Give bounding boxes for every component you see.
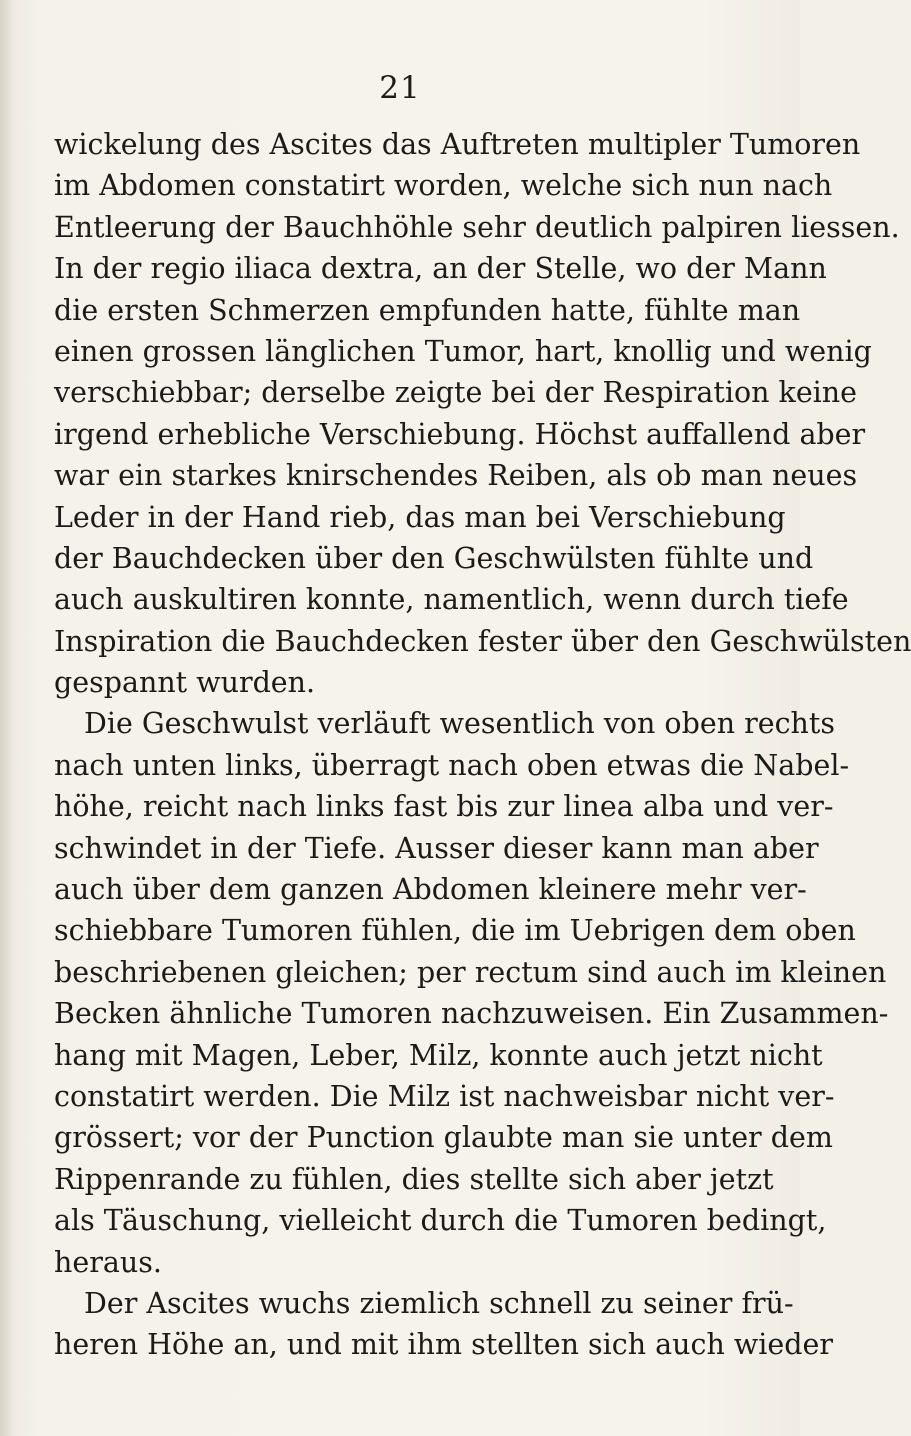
text-line: Entleerung der Bauchhöhle sehr deutlich palpiren liessen. <box>54 210 900 244</box>
text-line: auch über dem ganzen Abdomen kleinere mehr ver- <box>54 873 807 907</box>
text-line: als Täuschung, vielleicht durch die Tumoren bedingt, <box>54 1204 827 1238</box>
text-line: wickelung des Ascites das Auftreten multipler Tumoren <box>54 128 861 161</box>
text-line: im Abdomen constatirt worden, welche sich nun nach <box>54 169 833 203</box>
text-line: Rippenrande zu fühlen, dies stellte sich aber jetzt <box>54 1162 774 1196</box>
body-text <box>54 124 911 1366</box>
text-line: beschriebenen gleichen; per rectum sind auch im kleinen <box>54 955 887 989</box>
text-line: einen grossen länglichen Tumor, hart, knollig und wenig <box>54 334 872 368</box>
text-line: irgend erhebliche Verschiebung. Höchst auffallend aber <box>54 417 866 451</box>
text-line: Leder in der Hand rieb, das man bei Verschiebung <box>54 500 786 534</box>
text-line: heraus. <box>54 1245 162 1279</box>
text-line: höhe, reicht nach links fast bis zur linea alba und ver- <box>54 790 834 824</box>
text-line: Der Ascites wuchs ziemlich schnell zu seiner frü- <box>84 1286 794 1320</box>
text-line: nach unten links, überragt nach oben etwas die Nabel- <box>54 748 850 782</box>
page-number: 21 <box>379 70 421 106</box>
text-line: die ersten Schmerzen empfunden hatte, fühlte man <box>54 293 801 327</box>
text-line: gespannt wurden. <box>54 666 316 700</box>
text-line: constatirt werden. Die Milz ist nachweisbar nicht ver- <box>54 1079 835 1113</box>
text-line: Inspiration die Bauchdecken fester über den Geschwülsten <box>54 624 911 658</box>
text-line: Becken ähnliche Tumoren nachzuweisen. Ein Zusammen- <box>54 997 889 1031</box>
text-line: schwindet in der Tiefe. Ausser dieser kann man aber <box>54 831 819 865</box>
text-line: heren Höhe an, und mit ihm stellten sich auch wieder <box>54 1328 833 1362</box>
text-line: war ein starkes knirschendes Reiben, als ob man neues <box>54 459 858 493</box>
page-edge-shadow <box>0 0 14 1436</box>
text-line: der Bauchdecken über den Geschwülsten fühlte und <box>54 541 814 575</box>
text-line: schiebbare Tumoren fühlen, die im Uebrigen dem oben <box>54 914 856 948</box>
text-line: hang mit Magen, Leber, Milz, konnte auch jetzt nicht <box>54 1038 823 1072</box>
text-line: auch auskultiren konnte, namentlich, wenn durch tiefe <box>54 583 849 617</box>
text-line: Die Geschwulst verläuft wesentlich von oben rechts <box>84 707 835 741</box>
text-line: grössert; vor der Punction glaubte man sie unter dem <box>54 1121 833 1155</box>
text-line: In der regio iliaca dextra, an der Stelle, wo der Mann <box>54 252 827 286</box>
text-line: verschiebbar; derselbe zeigte bei der Respiration keine <box>54 376 858 410</box>
